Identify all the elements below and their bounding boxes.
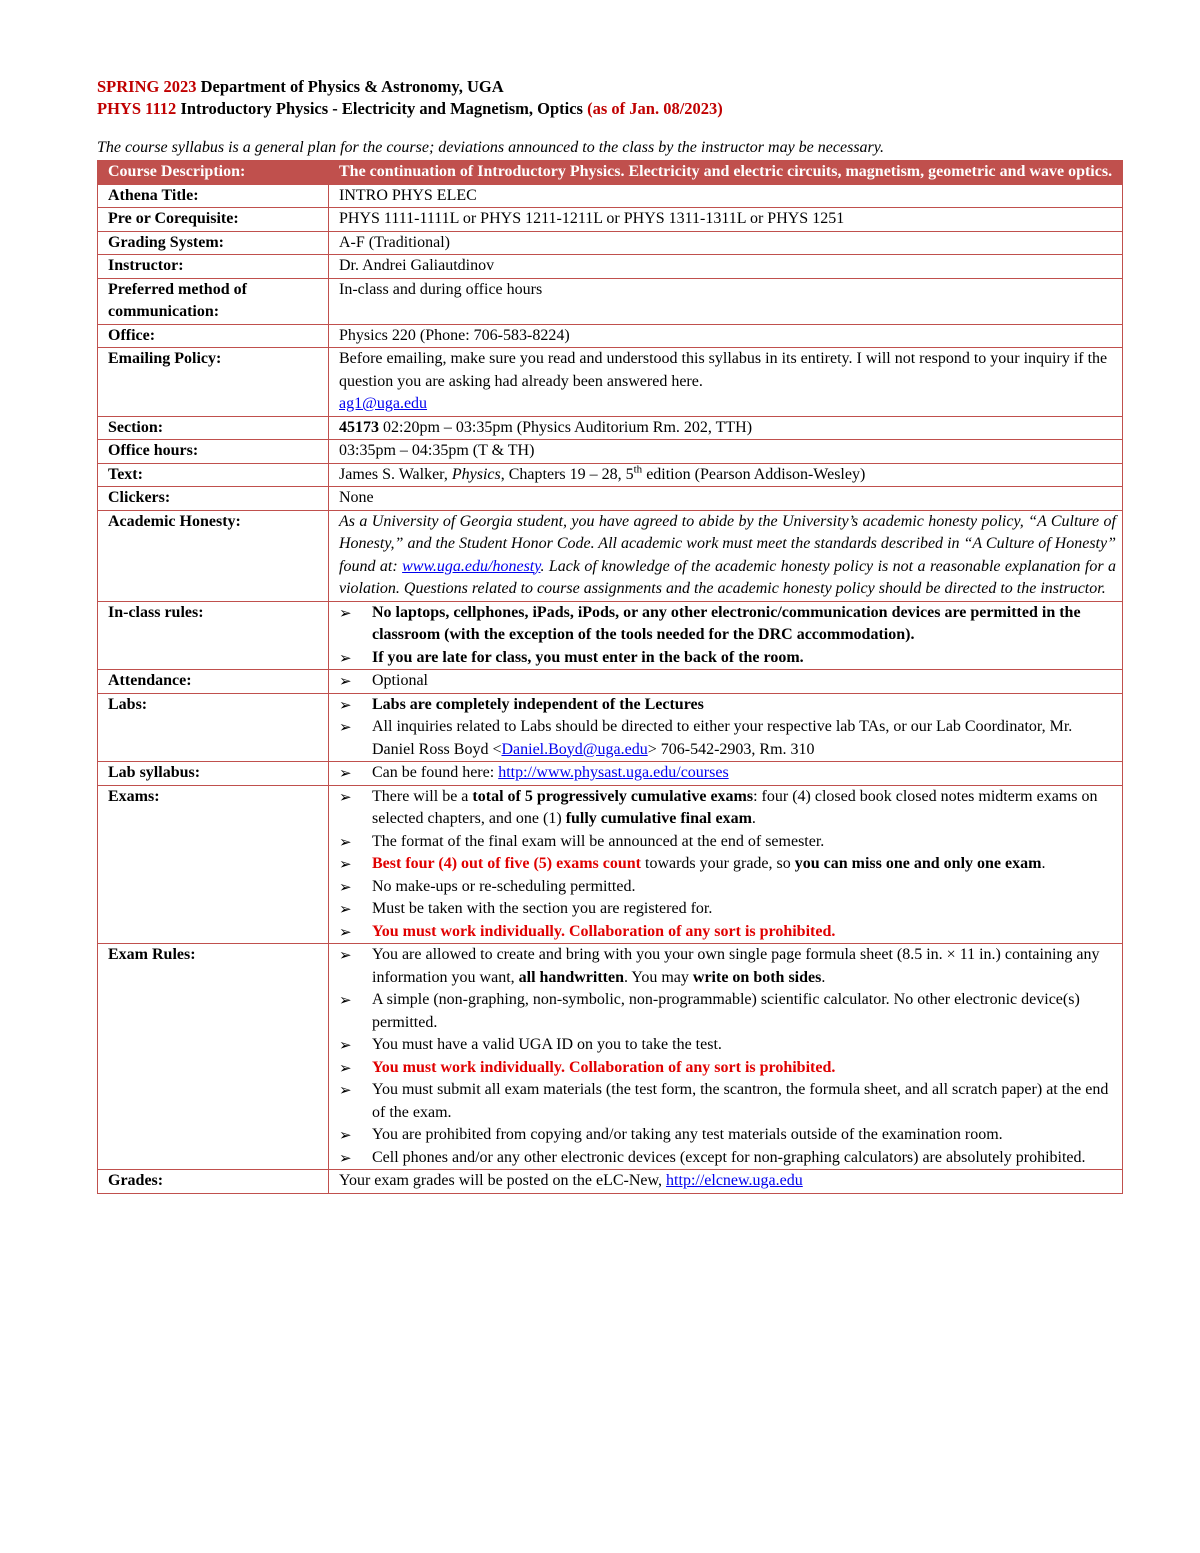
row-value (329, 416, 1123, 440)
arrow-bullet-icon: ➢ (339, 877, 352, 896)
department-label: Department of Physics & Astronomy, UGA (196, 77, 504, 96)
row-value: Physics 220 (Phone: 706-583-8224) (329, 324, 1123, 348)
row-value: Dr. Andrei Galiautdinov (329, 255, 1123, 279)
list-item (339, 762, 1116, 785)
table-row (98, 208, 1123, 232)
honesty-text-post: . Lack of knowledge of the academic honesty policy is not a reasonable explanation for a violation. Questions related to course assignments and the academic honesty policy should be directed to the instructor. (339, 557, 1117, 597)
list-item (339, 694, 1116, 717)
arrow-bullet-icon: ➢ (339, 1148, 352, 1167)
arrow-bullet-icon: ➢ (339, 787, 352, 806)
list-item-text: fully cumulative final exam (565, 810, 752, 827)
list-item-text: There will be a (372, 787, 473, 805)
arrow-bullet-icon: ➢ (339, 648, 352, 667)
revision-date: (as of Jan. 08/2023) (587, 99, 723, 118)
list-item-text: all handwritten (518, 968, 624, 986)
row-label: Office hours: (98, 440, 329, 464)
list-item (339, 786, 1116, 831)
list-item-text: towards your grade, so (641, 855, 795, 872)
list-item-text: You are allowed to create and bring with you your own single page formula sheet (8.5 in. × 11 in.) containing any information you want, (372, 946, 1100, 986)
row-label: Clickers: (98, 487, 329, 511)
lab-coordinator-email-link[interactable]: Daniel.Boyd@uga.edu (501, 740, 648, 758)
bullet-list (339, 786, 1116, 944)
arrow-bullet-icon: ➢ (339, 695, 352, 714)
arrow-bullet-icon: ➢ (339, 832, 352, 851)
arrow-bullet-icon: ➢ (339, 672, 352, 690)
table-row (98, 278, 1123, 324)
arrow-bullet-icon: ➢ (339, 603, 352, 622)
list-item-text: You must work individually. Collaboration of any sort is prohibited. (372, 1058, 836, 1076)
row-value: In-class and during office hours (329, 278, 1123, 324)
list-item (339, 602, 1116, 647)
row-value: 03:35pm – 04:35pm (T & TH) (329, 440, 1123, 464)
row-label: Course Description: (98, 161, 329, 185)
row-label: Exam Rules: (98, 944, 329, 1170)
list-item-text: : four (4) closed book closed notes midterm exams on selected chapters, and one (1) (372, 787, 1098, 827)
arrow-bullet-icon: ➢ (339, 1126, 352, 1144)
list-item (339, 944, 1116, 989)
row-value: INTRO PHYS ELEC (329, 184, 1123, 208)
instructor-email-link[interactable]: ag1@uga.edu (339, 395, 428, 412)
list-item-text: The format of the final exam will be announced at the end of semester. (372, 832, 825, 850)
row-value (329, 693, 1123, 762)
row-value (329, 944, 1123, 1170)
list-item-text: . (821, 968, 826, 986)
row-label: In-class rules: (98, 601, 329, 670)
edition-suffix: th (633, 463, 643, 476)
row-label: Attendance: (98, 670, 329, 694)
table-row (98, 324, 1123, 348)
bullet-list (339, 602, 1116, 670)
row-value (329, 601, 1123, 670)
list-item-text: No laptops, cellphones, iPads, iPods, or any other electronic/communication devices are permitted in the classroom (with the exception of the tools needed for the DRC accommodation). (372, 603, 1081, 643)
row-label: Section: (98, 416, 329, 440)
table-row (98, 762, 1123, 786)
list-item-text: Can be found here: (372, 764, 499, 781)
list-item-text: you can miss one and only one exam (794, 855, 1042, 872)
row-label: Grades: (98, 1170, 329, 1194)
list-item (339, 989, 1116, 1034)
row-value: A-F (Traditional) (329, 231, 1123, 255)
text-chapters: , Chapters 19 – 28, 5 (500, 465, 634, 483)
list-item (339, 1057, 1116, 1080)
table-row (98, 693, 1123, 762)
list-item-text: > 706-542-2903, Rm. 310 (647, 740, 815, 758)
arrow-bullet-icon: ➢ (339, 718, 352, 736)
course-title: Introductory Physics - Electricity and Magnetism, Optics (176, 99, 588, 118)
syllabus-disclaimer: The course syllabus is a general plan for the course; deviations announced to the class by the instructor may be necessary. (97, 139, 884, 156)
row-value (329, 762, 1123, 786)
row-value: The continuation of Introductory Physics. Electricity and electric circuits, magnetism, geometric and wave optics. (329, 161, 1123, 185)
list-item (339, 876, 1116, 899)
row-label: Pre or Corequisite: (98, 208, 329, 232)
list-item-text: A simple (non-graphing, non-symbolic, non-programmable) scientific calculator. No other electronic device(s) permitted. (372, 991, 1080, 1031)
row-value: PHYS 1111-1111L or PHYS 1211-1211L or PHYS 1311-1311L or PHYS 1251 (329, 208, 1123, 232)
table-row (98, 487, 1123, 511)
row-value (329, 670, 1123, 694)
list-item-text: . (751, 810, 756, 827)
text-author: James S. Walker, (339, 465, 452, 483)
list-item (339, 1079, 1116, 1124)
bullet-list (339, 694, 1116, 762)
list-item-text: Cell phones and/or any other electronic devices (except for non-graphing calculators) are absolutely prohibited. (372, 1148, 1086, 1166)
header-line-2 (97, 98, 1123, 120)
list-item (339, 853, 1116, 876)
bullet-list (339, 944, 1116, 1169)
list-item-text: Optional (372, 672, 428, 689)
book-title: Physics (451, 465, 501, 483)
table-row (98, 670, 1123, 694)
arrow-bullet-icon: ➢ (339, 946, 352, 964)
list-item-text: Best four (4) out of five (5) exams count (372, 855, 641, 872)
email-policy-text: Before emailing, make sure you read and understood this syllabus in its entirety. I will not respond to your inquiry if the question you are asking had already been answered here. (339, 350, 1108, 390)
lab-syllabus-link[interactable]: http://www.physast.uga.edu/courses (498, 764, 729, 781)
list-item-text: All inquiries related to Labs should be directed to either your respective lab TAs, or our Lab Coordinator, Mr. Daniel Ross Boyd < (372, 718, 1073, 758)
row-value (329, 348, 1123, 417)
arrow-bullet-icon: ➢ (339, 991, 352, 1009)
bullet-list (339, 670, 1116, 693)
row-label: Exams: (98, 785, 329, 944)
table-row (98, 184, 1123, 208)
course-code: PHYS 1112 (97, 99, 177, 118)
list-item-text: Must be taken with the section you are registered for. (372, 900, 713, 917)
list-item-text: You are prohibited from copying and/or taking any test materials outside of the examination room. (372, 1126, 1003, 1143)
row-value (329, 463, 1123, 487)
table-row (98, 161, 1123, 185)
row-value: None (329, 487, 1123, 511)
list-item-text: You must have a valid UGA ID on you to take the test. (372, 1036, 722, 1053)
list-item (339, 670, 1116, 693)
row-label: Instructor: (98, 255, 329, 279)
arrow-bullet-icon: ➢ (339, 1081, 352, 1099)
arrow-bullet-icon: ➢ (339, 1058, 352, 1077)
syllabus-table (97, 160, 1123, 1194)
row-label: Preferred method of communication: (98, 278, 329, 324)
list-item-text: write on both sides (692, 968, 822, 986)
list-item-text: total of 5 progressively cumulative exams (472, 787, 754, 805)
row-label: Grading System: (98, 231, 329, 255)
row-label: Office: (98, 324, 329, 348)
list-item-text: . (1041, 855, 1046, 872)
section-time: 02:20pm – 03:35pm (Physics Auditorium Rm. 202, TTH) (379, 418, 753, 436)
section-code: 45173 (339, 418, 379, 436)
row-value (329, 785, 1123, 944)
row-label: Academic Honesty: (98, 510, 329, 601)
table-row (98, 1170, 1123, 1194)
honesty-policy-link[interactable]: www.uga.edu/honesty (402, 557, 541, 575)
honesty-text-pre: As a University of Georgia student, you have agreed to abide by the University’s academic honesty policy, “A Culture of Honesty,” and the Student Honor Code. All academic work must meet the standards described in “A Culture of Honesty” found at: (339, 512, 1116, 575)
table-row (98, 348, 1123, 417)
list-item (339, 1034, 1116, 1057)
list-item-text: . You may (623, 968, 693, 986)
table-row (98, 231, 1123, 255)
table-row (98, 510, 1123, 601)
table-row (98, 416, 1123, 440)
row-label: Text: (98, 463, 329, 487)
syllabus-page (97, 76, 1123, 1194)
list-item (339, 831, 1116, 854)
semester-label: SPRING 2023 (97, 77, 197, 96)
table-row (98, 601, 1123, 670)
arrow-bullet-icon: ➢ (339, 900, 352, 918)
text-edition: edition (Pearson Addison-Wesley) (642, 465, 866, 483)
table-row (98, 944, 1123, 1170)
row-value (329, 1170, 1123, 1194)
list-item (339, 921, 1116, 944)
list-item (339, 1124, 1116, 1147)
bullet-list (339, 762, 1116, 785)
table-row (98, 463, 1123, 487)
arrow-bullet-icon: ➢ (339, 1036, 352, 1054)
row-label: Labs: (98, 693, 329, 762)
list-item (339, 647, 1116, 670)
list-item (339, 716, 1116, 761)
row-label: Lab syllabus: (98, 762, 329, 786)
arrow-bullet-icon: ➢ (339, 922, 352, 941)
list-item (339, 898, 1116, 921)
table-row (98, 785, 1123, 944)
row-value (329, 510, 1123, 601)
row-label: Athena Title: (98, 184, 329, 208)
list-item-text: You must submit all exam materials (the test form, the scantron, the formula sheet, and all scratch paper) at the end of the exam. (372, 1081, 1109, 1121)
arrow-bullet-icon: ➢ (339, 855, 352, 873)
list-item-text: You must work individually. Collaboration of any sort is prohibited. (372, 922, 836, 940)
elc-link[interactable]: http://elcnew.uga.edu (666, 1172, 803, 1189)
header-line-1 (97, 76, 1123, 98)
row-label: Emailing Policy: (98, 348, 329, 417)
table-row (98, 255, 1123, 279)
table-row (98, 440, 1123, 464)
list-item-text: Labs are completely independent of the Lectures (372, 695, 704, 713)
arrow-bullet-icon: ➢ (339, 764, 352, 782)
list-item-text: No make-ups or re-scheduling permitted. (372, 877, 636, 895)
list-item (339, 1147, 1116, 1170)
grades-text: Your exam grades will be posted on the eLC-New, (339, 1172, 667, 1189)
list-item-text: If you are late for class, you must enter in the back of the room. (372, 648, 804, 666)
